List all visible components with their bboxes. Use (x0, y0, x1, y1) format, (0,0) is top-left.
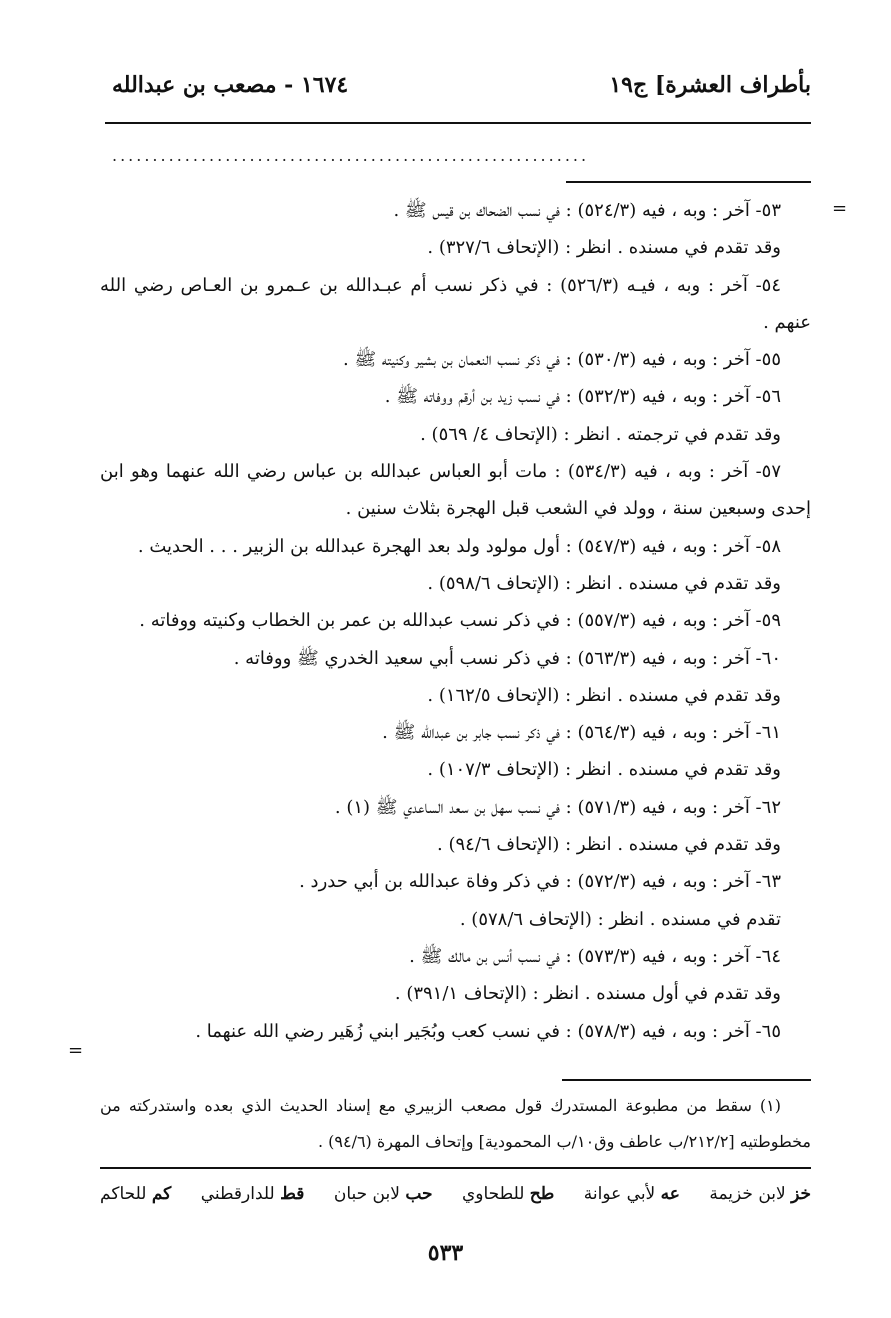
legend-item (709, 1184, 811, 1204)
text-line: ٥٦- آخر : وبه ، فيه (٥٣٢/٣) : في نسب زيد بن أرقم ووفاته ﷺ . (384, 386, 781, 408)
text-line: ٦٥- آخر : وبه ، فيه (٥٧٨/٣) : في نسب كعب وبُجَير ابني زُهَير رضي الله عنهما . (195, 1020, 781, 1042)
margin-mark-top: = (832, 198, 848, 219)
legend-item (201, 1184, 305, 1204)
text-line: ٦٢- آخر : وبه ، فيه (٥٧١/٣) : في نسب سهل بن سعد الساعدي ﷺ (١) . (334, 796, 781, 818)
legend-label: للطحاوي (461, 1184, 525, 1204)
legend-code: طح (529, 1184, 555, 1204)
legend-code: خز (791, 1184, 811, 1204)
text-line: وقد تقدم في مسنده . انظر : (الإتحاف ١٠٧/٣) . (427, 759, 781, 781)
text-line: ٦١- آخر : وبه ، فيه (٥٦٤/٣) : في ذكر نسب جابر بن عبدالله ﷺ . (382, 722, 781, 744)
text-line: إحدى وسبعين سنة ، وولد في الشعب قبل الهجرة بثلاث سنين . (345, 498, 811, 520)
header-rule (105, 122, 811, 124)
footnote-line: (١) سقط من مطبوعة المستدرك قول مصعب الزبيري مع إسناد الحديث الذي بعده واستدركته من (100, 1096, 781, 1115)
legend-code: قط (280, 1184, 305, 1204)
legend-item (334, 1184, 433, 1204)
text-line: وقد تقدم في مسنده . انظر : (الإتحاف ٩٤/٦) . (437, 834, 781, 856)
text-line: وقد تقدم في أول مسنده . انظر : (الإتحاف ٣٩١/١) . (394, 983, 781, 1005)
footnote-rule (562, 1079, 811, 1081)
legend-item (100, 1184, 171, 1204)
text-line: ٥٩- آخر : وبه ، فيه (٥٥٧/٣) : في ذكر نسب عبدالله بن عمر بن الخطاب وكنيته ووفاته . (139, 610, 781, 632)
page-number: ٥٣٣ (427, 1240, 464, 1266)
text-line: عنهم . (763, 311, 811, 333)
text-line: ٦٤- آخر : وبه ، فيه (٥٧٣/٣) : في نسب أنس بن مالك ﷺ . (409, 945, 781, 967)
legend-item (462, 1184, 554, 1204)
legend-code: حب (405, 1184, 433, 1204)
text-line: ٦٣- آخر : وبه ، فيه (٥٧٢/٣) : في ذكر وفاة عبدالله بن أبي حدرد . (299, 871, 781, 893)
legend-code: كم (151, 1184, 172, 1204)
abbreviation-legend (100, 1184, 811, 1204)
legend-label: لابن حبان (333, 1184, 400, 1204)
text-line: وقد تقدم في مسنده . انظر : (الإتحاف ١٦٢/٥) . (427, 684, 781, 706)
footnote-line: مخطوطتيه [٢١٢/٢/ب عاطف وق١٠/ب المحمودية] وإتحاف المهرة (٩٤/٦) . (317, 1132, 811, 1151)
text-line: ٥٨- آخر : وبه ، فيه (٥٤٧/٣) : أول مولود ولد بعد الهجرة عبدالله بن الزبير . . . الحديث . (137, 535, 781, 557)
text-line: ٦٠- آخر : وبه ، فيه (٥٦٣/٣) : في ذكر نسب أبي سعيد الخدري ﷺ ووفاته . (233, 647, 781, 669)
text-line: وقد تقدم في مسنده . انظر : (الإتحاف ٥٩٨/٦) . (427, 572, 781, 594)
running-head-entry: ١٦٧٤ - مصعب بن عبدالله (112, 72, 349, 98)
margin-mark-bottom: = (68, 1040, 84, 1061)
legend-code: عه (660, 1184, 680, 1204)
text-line: ٥٥- آخر : وبه ، فيه (٥٣٠/٣) : في ذكر نسب النعمان بن بشير وكنيته ﷺ . (343, 349, 781, 371)
section-rule (566, 181, 811, 183)
text-line: تقدم في مسنده . انظر : (الإتحاف ٥٧٨/٦) . (459, 908, 781, 930)
footnote (100, 1088, 811, 1160)
legend-label: لأبي عوانة (583, 1184, 656, 1204)
main-text (100, 192, 811, 1050)
dotted-separator: ........................................................... (112, 146, 590, 165)
text-line: وقد تقدم في ترجمته . انظر : (الإتحاف ٤/ ٥٦٩) . (420, 423, 781, 445)
text-line: وقد تقدم في مسنده . انظر : (الإتحاف ٣٢٧/٦) . (427, 237, 781, 259)
text-line: ٥٤- آخر : وبه ، فيـه (٥٢٦/٣) : في ذكر نسب أم عبـدالله بن عـمرو بن العـاص رضي الله (100, 274, 781, 296)
text-line: ٥٣- آخر : وبه ، فيه (٥٢٤/٣) : في نسب الضحاك بن قيس ﷺ . (393, 200, 781, 221)
legend-label: لابن خزيمة (709, 1184, 786, 1204)
running-head-book: بأطراف العشرة] ج١٩ (609, 72, 811, 98)
legend-rule (100, 1167, 811, 1169)
text-line: ٥٧- آخر : وبه ، فيه (٥٣٤/٣) : مات أبو العباس عبدالله بن عباس رضي الله عنهما وهو ابن (100, 461, 781, 483)
legend-item (584, 1184, 680, 1204)
legend-label: للحاكم (100, 1184, 147, 1204)
legend-label: للدارقطني (200, 1184, 275, 1204)
